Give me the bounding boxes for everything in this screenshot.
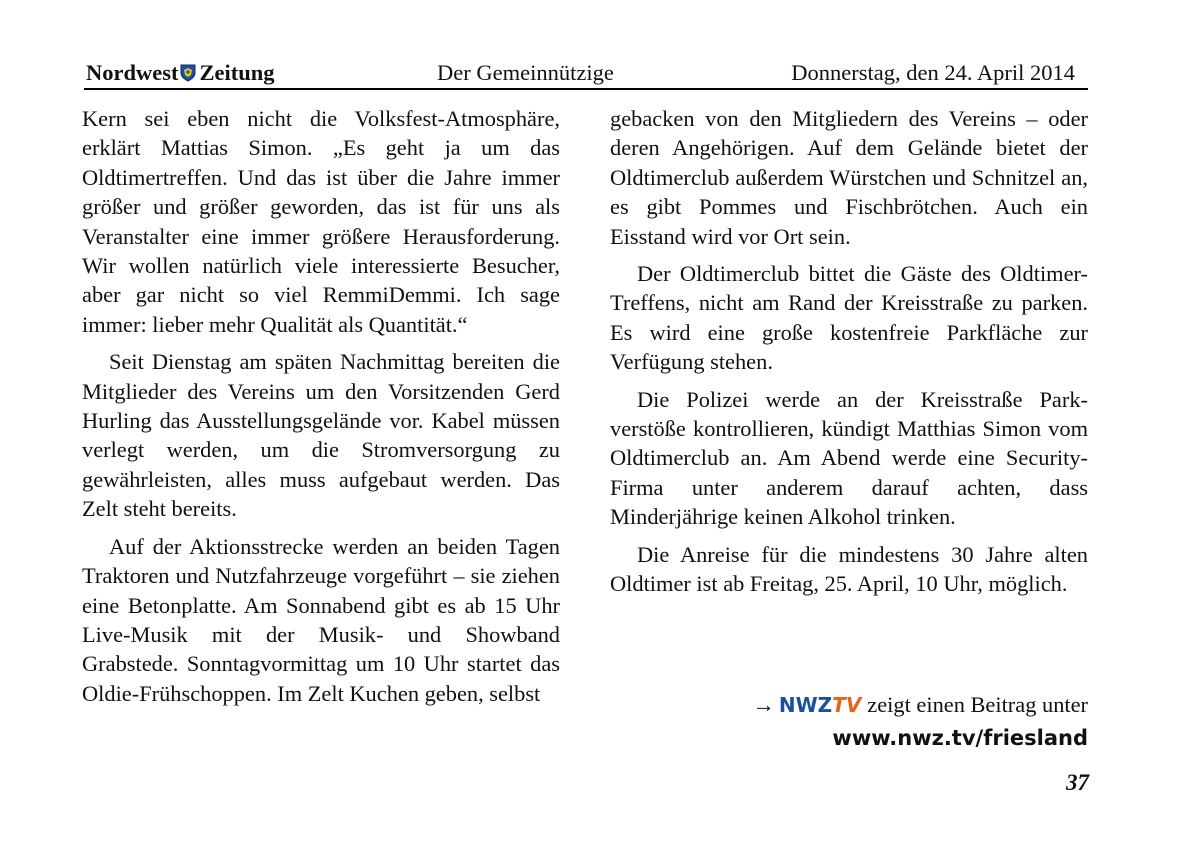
nwztv-promo xyxy=(610,692,1088,718)
masthead xyxy=(86,60,275,86)
coat-of-arms-icon xyxy=(180,64,196,82)
paragraph: gebacken von den Mitgliedern des Vereins – oder deren Angehörigen. Auf dem Gelände bietet der Oldtimerclub außerdem Würstchen und Schnitzel an, es gibt Pommes und Fischbrötchen. Auch ein Eisstand wird vor Ort sein. xyxy=(610,106,1088,249)
paragraph: Der Oldtimerclub bittet die Gäste des Oldtimer-Treffens, nicht am Rand der Kreisstraße zu parken. Es wird eine große kostenfreie Parkfläche zur Verfügung stehen. xyxy=(610,261,1088,375)
paragraph: Die Polizei werde an der Kreisstraße Parkverstöße kontrollieren, kündigt Matthias Simon vom Oldtimerclub an. Am Abend werde eine Security-Firma unter anderem darauf achten, dass Minderjährige keinen Alkohol trinken. xyxy=(610,386,1088,530)
page-number: 37 xyxy=(1066,770,1089,795)
promo-text: zeigt einen Beitrag unter xyxy=(867,692,1088,717)
nwz-logo-text: NWZ xyxy=(778,693,833,717)
brand-name-left: Nordwest xyxy=(86,60,179,85)
arrow-right-icon: → xyxy=(752,692,775,717)
header-section-title: Der Gemeinnützige xyxy=(437,60,614,85)
page-header xyxy=(84,56,1088,90)
paragraph: Die Anreise für die mindestens 30 Jahre alten Oldtimer ist ab Freitag, 25. April, 10 Uhr, möglich. xyxy=(610,541,1088,597)
paragraph: Auf der Aktionsstrecke werden an beiden Tagen Traktoren und Nutzfahrzeuge vorgeführt – sie ziehen eine Betonplatte. Am Sonnabend gibt es ab 15 Uhr Live-Musik mit der Musik- und Showband Grabstede. Sonntagvormittag um 10 Uhr startet das Oldie-Frühschoppen. Im Zelt Kuchen geben, selbst xyxy=(82,533,560,706)
promo-url: www.nwz.tv/friesland xyxy=(832,726,1088,750)
paragraph: Seit Dienstag am späten Nachmittag bereiten die Mitglieder des Vereins um den Vorsitzenden Gerd Hurling das Ausstellungsgelände vor. Kabel müssen verlegt werden, um die Stromversorgung zu gewährleisten, alles muss aufgebaut werden. Das Zelt steht bereits. xyxy=(82,349,560,522)
brand-name-right: Zeitung xyxy=(199,60,275,85)
tv-logo-text: TV xyxy=(832,693,862,717)
left-column xyxy=(82,104,560,716)
header-date: Donnerstag, den 24. April 2014 xyxy=(791,60,1075,85)
paragraph: Kern sei eben nicht die Volksfest-Atmosphäre, erklärt Mattias Simon. „Es geht ja um das Oldtimertreffen. Und das ist über die Jahre immer größer und größer geworden, das ist für uns als Veranstalter eine immer größere Herausforderung. Wir wollen natürlich viele interessierte Besucher, aber gar nicht so viel RemmiDemmi. Ich sage immer: lieber mehr Qualität als Quantität.“ xyxy=(82,106,560,337)
right-column xyxy=(610,104,1088,607)
